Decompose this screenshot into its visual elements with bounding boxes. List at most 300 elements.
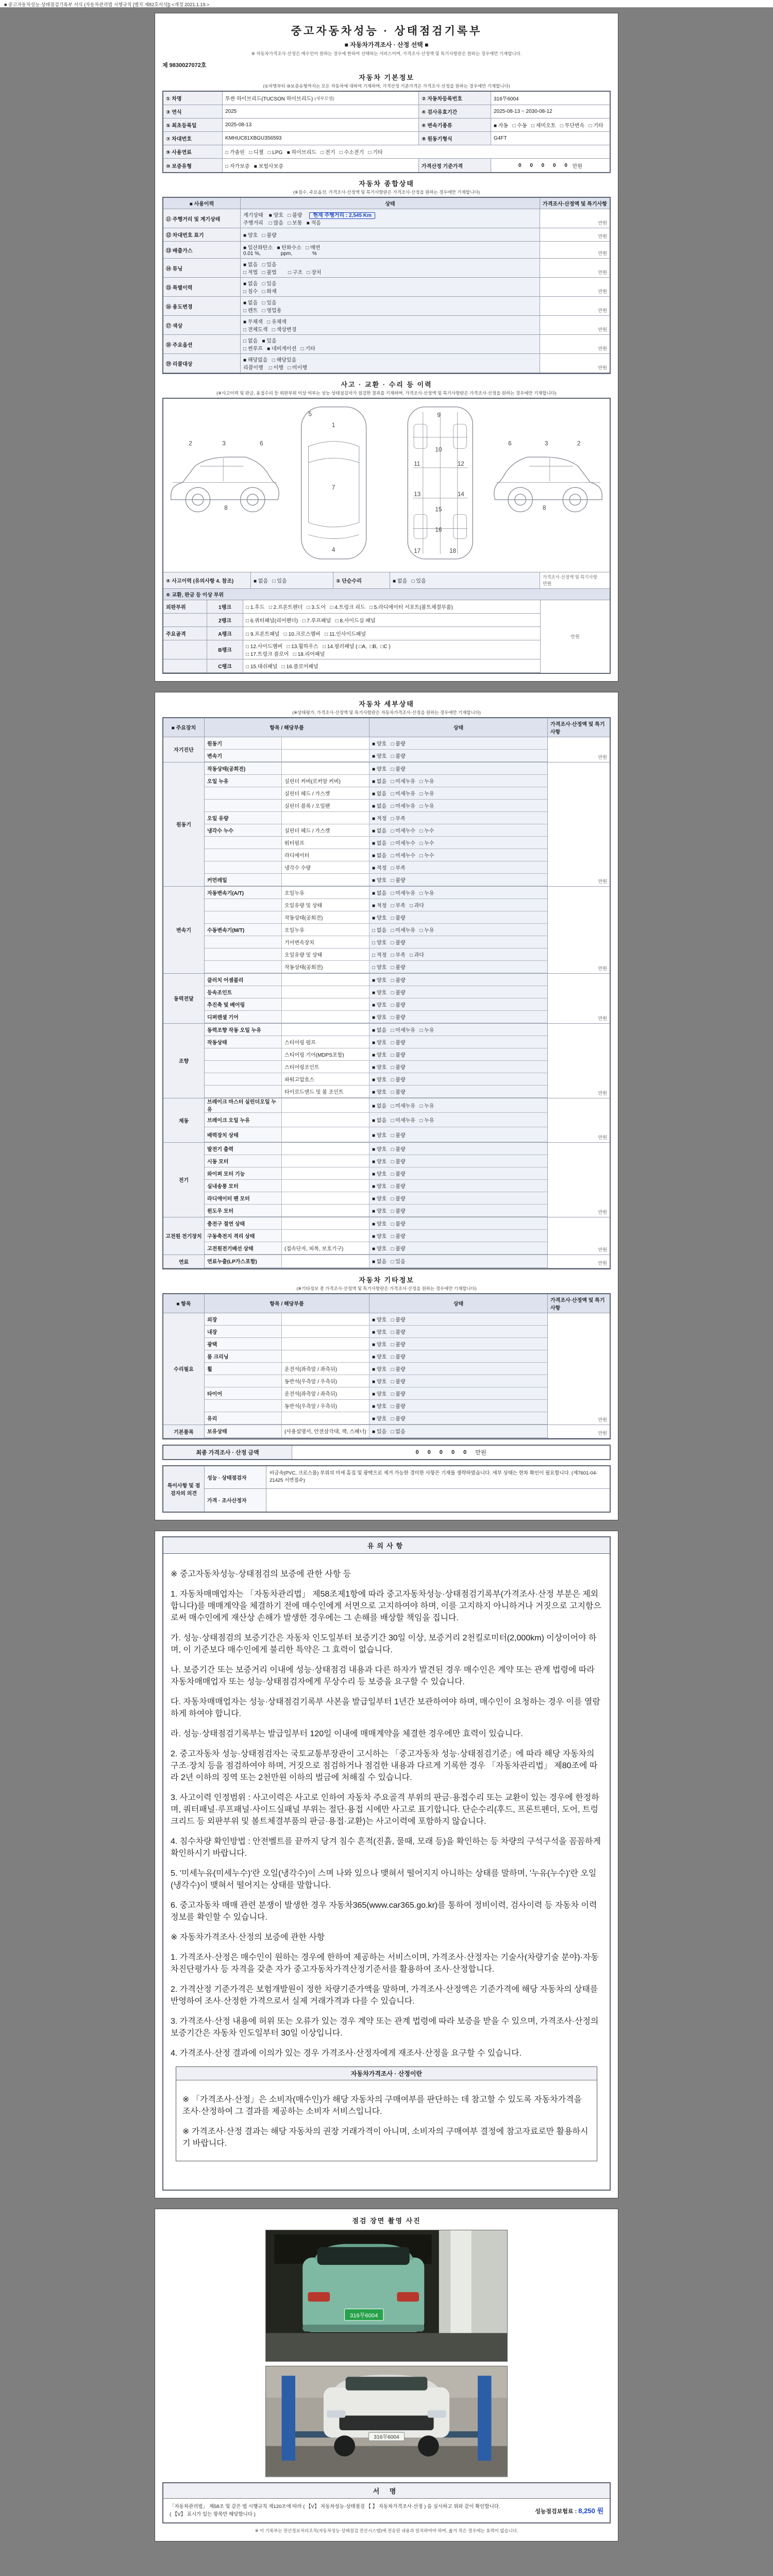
overall-row-label: ⑮ 특별이력 [163, 278, 241, 296]
header-item: 항목 / 해당부품 [205, 1294, 369, 1313]
device-item-row [205, 974, 547, 986]
device-group [163, 1255, 610, 1268]
subpart-label: 타이로드엔드 및 볼 조인트 [282, 1086, 369, 1097]
simple-repair-checkboxes[interactable]: ■ 없음 □ 있음 [390, 572, 540, 588]
status-checkboxes[interactable]: ■ 양호 □ 불량 [369, 1230, 547, 1242]
notice-paragraph: 6. 중고자동차 매매 관련 분쟁이 발생한 경우 자동차365(www.car365.go.kr)를 통하여 정비이력, 검사이력 등 자동차 이력정보를 확인할 수 있습니다. [171, 1901, 597, 1922]
reg-no-value: 316무6004 [491, 92, 610, 105]
subpart-label: 동반석(우측앞 / 우측뒤) [282, 1400, 369, 1412]
definition-line: ※ 가격조사·산정 결과는 해당 자동차의 권장 거래가격이 아니며, 소비자의 구매여부 결정에 참고자료로만 활용하시기 바랍니다. [182, 2127, 589, 2148]
subpart-label [282, 1205, 369, 1216]
item-label [205, 961, 282, 973]
overall-row [163, 209, 610, 228]
status-checkboxes[interactable]: ■ 없음 □ 미세누유 □ 누유 [369, 1098, 547, 1112]
notice-box [162, 1536, 611, 2191]
car-name: 투싼 하이브리드(TUCSON 하이브리드) [225, 96, 313, 102]
status-checkboxes[interactable]: □ 없음 □ 미세누유 □ 누유 [369, 924, 547, 936]
panel-part-checkboxes[interactable] [243, 614, 540, 626]
overall-status-checkboxes[interactable] [241, 228, 540, 241]
item-label: 구동축전지 격리 상태 [205, 1230, 282, 1242]
valid-label: ④ 검사유효기간 [419, 105, 491, 118]
etc-item-row [205, 1363, 547, 1375]
device-name: 제동 [163, 1098, 205, 1142]
rear-license-plate: 316무6004 [350, 2312, 378, 2319]
subpart-label [282, 1217, 369, 1229]
device-rows [205, 1024, 548, 1098]
item-label: 자동변속기(A/T) [205, 887, 282, 899]
subpart-label [282, 737, 369, 749]
price-cell: 만원 [598, 270, 607, 275]
device-item-row [205, 1061, 547, 1073]
subpart-label [282, 1098, 369, 1112]
status-checkboxes[interactable]: ■ 없음 □ 미세누유 □ 누유 [369, 887, 547, 899]
status-checkboxes[interactable]: ■ 없음 □ 미세누유 □ 누유 [369, 1113, 547, 1127]
group-price-cell: 만원 [598, 1430, 607, 1436]
device-name: 원동기 [163, 762, 205, 886]
table-header-row [163, 718, 610, 737]
device-name: 동력전달 [163, 974, 205, 1023]
subpart-label: 냉각수 수량 [282, 861, 369, 873]
signature-statement[interactable] [170, 2503, 529, 2518]
device-item-row [205, 1127, 547, 1142]
status-checkboxes[interactable]: ■ 있음 □ 없음 [369, 1425, 547, 1437]
form-reference: ■ 중고자동차성능·상태점검기록부 서식 (자동차관리법 시행규칙 [별지 제82호서식]) <개정 2021.1.19.> [0, 0, 773, 8]
overall-row [163, 242, 610, 259]
fuel-checkboxes[interactable]: □ 가솔린 □ 디젤 □ LPG ■ 하이브리드 □ 전기 □ 수소전기 □ 기타 [223, 145, 610, 158]
subpart-label: 오일누유 [282, 887, 369, 899]
status-checkboxes[interactable]: ■ 양호 □ 불량 [369, 1412, 547, 1424]
signature-line-2: ( 【V】 표시가 있는 항목만 해당합니다 ) [170, 2511, 256, 2517]
overall-status-checkboxes[interactable] [241, 297, 540, 315]
status-checkboxes[interactable]: ■ 양호 □ 불량 [369, 1048, 547, 1060]
panel-part-checkboxes[interactable] [243, 627, 540, 640]
panel-part-checkboxes[interactable] [243, 640, 540, 659]
notice-title: 유의사항 [163, 1537, 610, 1554]
item-label: 고전원전기배선 상태 [205, 1242, 282, 1254]
header-status: 상태 [369, 1294, 548, 1313]
inspection-photo-front [265, 2366, 508, 2477]
inspector-opinion-table [162, 1465, 611, 1513]
status-checkboxes[interactable]: ■ 양호 □ 불량 [369, 1326, 547, 1337]
item-label [205, 1086, 282, 1097]
status-checkboxes[interactable]: ■ 적정 □ 부족 [369, 861, 547, 873]
subpart-label: 워터펌프 [282, 837, 369, 849]
subpart-label [282, 1024, 369, 1036]
device-item-row [205, 874, 547, 886]
simple-repair-label: ⑤ 단순수리 [333, 572, 390, 588]
signature-box [162, 2482, 611, 2523]
vin-label: ⑦ 차대번호 [163, 132, 223, 145]
status-checkboxes[interactable]: ■ 양호 □ 불량 [369, 1205, 547, 1216]
price-unit: 만원 [543, 581, 552, 586]
item-label [205, 899, 282, 911]
notice-paragraph: 3. 가격조사·산정 내용에 허위 또는 오류가 있는 경우 계약 또는 관계 법령에 따라 보증을 받을 수 있으며, 가격조사·산정의 보증기간은 자동차 인도일부터 30일 이상입니다. [171, 2016, 599, 2038]
overall-status-checkboxes[interactable] [241, 335, 540, 353]
subpart-label: 실린더 헤드 / 가스켓 [282, 824, 369, 836]
svg-text:5: 5 [308, 410, 312, 418]
subpart-label [282, 1338, 369, 1350]
parts-line-2: □ 17.트렁크 플로어 □ 18.리어패널 [246, 651, 325, 657]
item-label: 외장 [205, 1313, 282, 1325]
device-item-row [205, 1205, 547, 1217]
overall-row-label: ⑱ 주요옵션 [163, 335, 241, 353]
status-checkboxes[interactable]: ■ 양호 □ 불량 [369, 1011, 547, 1023]
signature-row [163, 2499, 610, 2522]
section-note-detail: (※상태평가, 가격조사·산정액 및 특기사항란은 자동차가격조사·산정을 원하는 경우에만 기재합니다) [292, 709, 481, 715]
status-checkboxes[interactable]: ■ 양호 □ 불량 [369, 737, 547, 749]
overall-row [163, 278, 610, 297]
subpart-label [282, 1412, 369, 1424]
price-cell: 만원 [598, 308, 607, 313]
status-checkboxes[interactable]: □ 양호 □ 불량 [369, 961, 547, 973]
notice-paragraph: 다. 자동차매매업자는 성능·상태점검기록부 사본을 발급일부터 1년간 보관하여야 하며, 매수인이 요청하는 경우 이를 열람하게 하여야 합니다. [171, 1697, 600, 1718]
device-item-row [205, 1086, 547, 1098]
status-checkboxes[interactable]: ■ 양호 □ 불량 [369, 974, 547, 986]
item-label: 클러치 어셈블리 [205, 974, 282, 986]
etc-group-name: 기본품목 [163, 1425, 205, 1438]
device-group [163, 1024, 610, 1098]
premium-value: 8,250 원 [578, 2507, 603, 2515]
status-checkboxes[interactable]: ■ 양호 □ 불량 [369, 986, 547, 998]
subpart-label [282, 1011, 369, 1023]
subpart-label [282, 750, 369, 761]
svg-text:12: 12 [457, 460, 464, 467]
car-name-label: ① 차명 [163, 92, 223, 105]
status-checkboxes[interactable]: □ 양호 □ 불량 [369, 936, 547, 948]
transmission-checkboxes[interactable]: ■ 자동 □ 수동 □ 세미오토 □ 무단변속 □ 기타 [491, 118, 610, 131]
status-line-2: 0.01 %, ppm, % [243, 251, 317, 257]
table-row [163, 159, 610, 172]
subpart-label: 파워고압호스 [282, 1073, 369, 1085]
status-checkboxes[interactable]: ■ 없음 □ 미세누유 □ 누유 [369, 1024, 547, 1036]
status-checkboxes[interactable]: ■ 없음 □ 미세누유 □ 누유 [369, 800, 547, 811]
header-usage: ■ 사용이력 [163, 198, 241, 209]
status-line-2: □ 전체도색 □ 색상변경 [243, 327, 297, 333]
inspection-premium [529, 2505, 603, 2515]
panel-region-label: 외판부위 [163, 600, 207, 613]
table-row [163, 92, 610, 105]
current-mileage: 현재 주행거리 : 2,545 Km [309, 212, 375, 219]
item-label: 브레이크 오일 누유 [205, 1113, 282, 1127]
status-checkboxes[interactable]: ■ 양호 □ 불량 [369, 1127, 547, 1141]
notice-paragraph: 2. 중고자동차 성능·상태점검자는 국토교통부장관이 고시하는 「중고자동차 성능·상태점검기준」에 따라 해당 자동차의 구조·장치 등을 점검하여야 하며, 거짓으로 점검하거나 점검한 내용과 다르게 기록한 경우 「자동차관리법」 제80조에 따라 2년 이하의 징역 또는 2천만원 이하의 벌금에 처해질 수 있습니다. [171, 1749, 598, 1782]
svg-text:4: 4 [331, 546, 335, 554]
price-cell: 만원 [598, 327, 607, 332]
status-checkboxes[interactable]: ■ 양호 □ 불량 [369, 1313, 547, 1325]
base-price-unit: 만원 [572, 163, 583, 170]
bottom-footnote: ※ 이 기록부는 전산정보처리조직(자동차성능·상태점검 전산시스템)에 전송된 내용과 일치하여야 하며, 옮겨 적은 경우에는 효력이 없습니다. [255, 2528, 518, 2534]
device-item-row [205, 812, 547, 824]
status-checkboxes[interactable]: ■ 양호 □ 불량 [369, 1338, 547, 1350]
table-row [163, 132, 610, 145]
device-rows [205, 1143, 548, 1217]
accident-history-label: ④ 사고이력 (유의사항 4. 참조) [163, 572, 251, 588]
section-note-overall: (※침수, 주요옵션, 가격조사·산정액 및 특기사항란은 가격조사·산정을 원하는 경우에만 기재합니다) [293, 190, 480, 195]
header-status: 상태 [369, 718, 548, 737]
photo-front-view [266, 2366, 507, 2477]
item-label [205, 837, 282, 849]
opinion-row-inspector [205, 1466, 610, 1489]
base-price-digits: 0 0 0 0 0 [518, 162, 571, 168]
device-item-row [205, 1048, 547, 1061]
item-label: 등속조인트 [205, 986, 282, 998]
overall-row-label: ⑭ 튜닝 [163, 259, 241, 277]
exchange-title-row [163, 589, 610, 600]
notice-paragraph: 4. 가격조사·산정 결과에 이의가 있는 경우 가격조사·산정자에게 재조사·산정을 요구할 수 있습니다. [171, 2048, 522, 2058]
valid-value: 2025-08-13 ~ 2030-08-12 [491, 105, 610, 118]
item-label: 오일 유량 [205, 812, 282, 824]
item-label: 수동변속기(M/T) [205, 924, 282, 936]
price-cell: 만원 [598, 221, 607, 226]
overall-row-label: ⑪ 주행거리 및 계기상태 [163, 209, 241, 228]
device-item-row [205, 1167, 547, 1180]
item-label [205, 936, 282, 948]
status-checkboxes[interactable]: ■ 양호 □ 불량 [369, 911, 547, 923]
svg-text:10: 10 [435, 446, 442, 453]
header-device: ■ 항목 [163, 1294, 205, 1313]
status-checkboxes[interactable]: ■ 양호 □ 불량 [369, 1375, 547, 1387]
device-item-row [205, 787, 547, 800]
subpart-label: 기어변속장치 [282, 936, 369, 948]
device-name: 자기진단 [163, 737, 205, 762]
svg-text:6: 6 [508, 439, 512, 447]
header-item: 항목 / 해당부품 [205, 718, 369, 737]
subpart-label: 라디에이터 [282, 849, 369, 861]
device-item-row [205, 961, 547, 973]
status-checkboxes[interactable]: ■ 없음 □ 미세누수 □ 누수 [369, 837, 547, 849]
device-item-row [205, 1113, 547, 1127]
device-item-row [205, 1217, 547, 1230]
overall-status-checkboxes[interactable] [241, 259, 540, 277]
subpart-label: 실린더 헤드 / 가스켓 [282, 787, 369, 799]
exchange-row [163, 659, 540, 673]
overall-status-checkboxes[interactable] [241, 316, 540, 334]
notice-paragraph: 1. 가격조사·산정은 매수인이 원하는 경우에 한하여 제공하는 서비스이며, 가격조사·산정자는 기술사(차량기술 분야)·자동차진단평가사 등 자격을 갖춘 자가 중고자동차가격산정기준서를 활용하여 조사·산정합니다. [171, 1953, 599, 1974]
device-item-row [205, 1036, 547, 1048]
parts-line-1: □ 15.대쉬패널 □ 16.플로어패널 [246, 664, 318, 670]
status-line-2: 리콜이행 □ 이행 □ 미이행 [243, 365, 308, 371]
svg-text:6: 6 [260, 439, 263, 447]
item-label: 브레이크 마스터 실린더오일 누유 [205, 1098, 282, 1112]
basic-info-table [162, 91, 611, 173]
status-checkboxes[interactable]: ■ 양호 □ 불량 [369, 762, 547, 774]
inspection-photo-rear [265, 2230, 508, 2362]
rank-label: B랭크 [207, 640, 243, 659]
status-checkboxes[interactable]: ■ 양호 □ 불량 [369, 1061, 547, 1073]
status-line-2: □ 썬루프 ■ 네비게이션 □ 기타 [243, 346, 315, 352]
accident-price-cell [540, 572, 610, 588]
exchange-title: ⑥ 교환, 판금 등 이상 부위 [166, 592, 224, 598]
table-header-row [163, 198, 610, 209]
device-name: 전기 [163, 1143, 205, 1217]
subpart-label: 운전석(좌측앞 / 좌측뒤) [282, 1387, 369, 1399]
status-checkboxes[interactable]: ■ 양호 □ 불량 [369, 1086, 547, 1097]
exchange-price-cell: 만원 [540, 600, 610, 673]
device-item-row [205, 1098, 547, 1113]
status-checkboxes[interactable]: ■ 양호 □ 불량 [369, 1242, 547, 1254]
document-subnote: ※ 자동차가격조사·산정은 매수인이 원하는 경우에 한하여 선택하는 서비스이며, 가격조사·산정액 및 특기사항란은 원하는 경우에만 기재합니다. [251, 51, 522, 56]
overall-status-checkboxes[interactable] [241, 354, 540, 372]
section-title-detail: 자동차 세부상태 [359, 700, 414, 708]
accident-history-checkboxes[interactable]: ■ 없음 □ 있음 [251, 572, 333, 588]
status-checkboxes[interactable]: ■ 양호 □ 불량 [369, 998, 547, 1010]
svg-text:1: 1 [331, 421, 335, 429]
overall-status-checkboxes[interactable] [241, 278, 540, 296]
device-group [163, 1098, 610, 1143]
etc-group [163, 1425, 610, 1438]
exchange-row [163, 640, 540, 659]
item-label: 와이퍼 모터 기능 [205, 1167, 282, 1179]
sheet-basic-info [155, 13, 618, 682]
table-row [163, 145, 610, 159]
subpart-label [282, 1155, 369, 1167]
final-price-value [292, 1446, 610, 1459]
status-checkboxes[interactable]: ■ 양호 □ 불량 [369, 750, 547, 761]
etc-item-row [205, 1326, 547, 1338]
status-checkboxes[interactable]: ■ 적정 □ 부족 [369, 812, 547, 824]
status-line-2: □ 렌트 □ 영업용 [243, 308, 282, 314]
status-checkboxes[interactable]: ■ 양호 □ 불량 [369, 1350, 547, 1362]
status-checkboxes[interactable]: ■ 없음 □ 있음 [369, 1255, 547, 1267]
subpart-label: 작동상태(공회전) [282, 911, 369, 923]
status-checkboxes[interactable]: ■ 없음 □ 미세누유 □ 누유 [369, 775, 547, 787]
definition-box-body [176, 2080, 597, 2161]
first-reg-label: ⑤ 최초등록일 [163, 118, 223, 131]
item-label: 윈도우 모터 [205, 1205, 282, 1216]
panel-region-label [163, 614, 207, 626]
svg-text:2: 2 [577, 439, 581, 447]
appraiser-label: 가격 · 조사산정자 [205, 1489, 266, 1512]
item-label [205, 911, 282, 923]
document-background [0, 8, 773, 2565]
inspector-label: 성능 · 상태점검자 [205, 1466, 266, 1488]
device-item-row [205, 1073, 547, 1086]
device-item-row [205, 899, 547, 911]
status-checkboxes[interactable]: ■ 양호 □ 불량 [369, 1036, 547, 1048]
device-rows [205, 1255, 548, 1268]
status-checkboxes[interactable]: ■ 적정 □ 부족 □ 과다 [369, 899, 547, 911]
status-checkboxes[interactable]: ■ 양호 □ 불량 [369, 874, 547, 886]
accident-history-table [162, 398, 611, 674]
car-name-value [223, 92, 419, 105]
subpart-label: 실린더 블록 / 오일팬 [282, 800, 369, 811]
device-rows [205, 887, 548, 973]
subpart-label [282, 1350, 369, 1362]
exchange-rows [163, 600, 540, 673]
item-label [205, 800, 282, 811]
status-checkboxes[interactable]: ■ 없음 □ 미세누유 □ 누유 [369, 787, 547, 799]
detail-condition-table [162, 717, 611, 1269]
device-group [163, 887, 610, 974]
overall-row [163, 335, 610, 354]
header-price: 가격조사·산정액 및 특기사항 [550, 721, 605, 735]
etc-item-row [205, 1387, 547, 1400]
panel-part-checkboxes[interactable] [243, 659, 540, 672]
etc-item-row [205, 1400, 547, 1412]
item-label: 오일 누유 [205, 775, 282, 787]
engine-type-label: ⑧ 원동기형식 [419, 132, 491, 145]
status-checkboxes[interactable]: ■ 양호 □ 불량 [369, 1073, 547, 1085]
group-price-cell: 만원 [598, 1260, 607, 1266]
svg-text:11: 11 [414, 460, 421, 467]
status-checkboxes[interactable]: ■ 양호 □ 불량 [369, 1387, 547, 1399]
subpart-label: 스티어링 펌프 [282, 1036, 369, 1048]
device-rows [205, 737, 548, 762]
device-name: 조향 [163, 1024, 205, 1098]
device-item-row [205, 800, 547, 812]
year-label: ③ 연식 [163, 105, 223, 118]
group-price-cell: 만원 [598, 1209, 607, 1215]
notice-paragraph: 1. 자동차매매업자는 「자동차관리법」 제58조제1항에 따라 중고자동차성능·상태점검기록부(가격조사·산정 부분은 제외합니다)를 매매계약을 체결하기 전에 매수인에게 서면으로 고지하여야 하며, 이를 고지하지 아니하거나 거짓으로 고지함으로써 매수인에게 재산상 손해가 발생한 경우에는 그 손해를 배상할 책임을 집니다. [171, 1589, 601, 1622]
group-price-cell: 만원 [598, 1134, 607, 1140]
table-row [163, 105, 610, 118]
overall-row-label: ⑯ 용도변경 [163, 297, 241, 315]
subpart-label [282, 1313, 369, 1325]
device-item-row [205, 861, 547, 874]
status-checkboxes[interactable]: ■ 양호 □ 불량 [369, 1217, 547, 1229]
rank-label: C랭크 [207, 659, 243, 672]
item-label: 광택 [205, 1338, 282, 1350]
overall-row [163, 259, 610, 278]
device-rows [205, 974, 548, 1023]
overall-row [163, 354, 610, 373]
status-checkboxes[interactable]: ■ 양호 □ 불량 [369, 1143, 547, 1155]
status-checkboxes[interactable]: ■ 양호 □ 불량 [369, 1400, 547, 1412]
warranty-checkboxes[interactable]: □ 자가보증 ■ 보험사보증 [223, 159, 419, 172]
subpart-label: (사용설명서, 안전삼각대, 잭, 스패너) [282, 1425, 369, 1437]
status-checkboxes[interactable]: □ 적정 □ 부족 □ 과다 [369, 948, 547, 960]
status-checkboxes[interactable]: ■ 양호 □ 불량 [369, 1363, 547, 1375]
etc-item-row [205, 1425, 547, 1438]
device-item-row [205, 1192, 547, 1205]
status-line-1: ■ 없음 □ 있음 [243, 262, 277, 268]
status-line-1: □ 없음 ■ 있음 [243, 338, 277, 344]
item-label: 배력장치 상태 [205, 1127, 282, 1141]
device-item-row [205, 762, 547, 775]
status-checkboxes[interactable]: ■ 양호 □ 불량 [369, 1155, 547, 1167]
vehicle-damage-diagram [165, 401, 608, 568]
opinion-row-appraiser [205, 1489, 610, 1512]
panel-part-checkboxes[interactable] [243, 600, 540, 613]
rank-label: 1랭크 [207, 600, 243, 613]
overall-row [163, 228, 610, 242]
signature-title: 서 명 [163, 2483, 610, 2499]
subpart-label [282, 812, 369, 824]
svg-text:7: 7 [331, 484, 335, 492]
notice-paragraph: ※ 중고자동차성능·상태점검의 보증에 관한 사항 등 [171, 1569, 351, 1579]
etc-group-name: 수리필요 [163, 1313, 205, 1425]
status-checkboxes[interactable]: ■ 양호 □ 불량 [369, 1180, 547, 1192]
header-status: 상태 [241, 198, 540, 209]
price-cell: 만원 [598, 289, 607, 294]
status-checkboxes[interactable]: ■ 양호 □ 불량 [369, 1192, 547, 1204]
status-checkboxes[interactable]: ■ 없음 □ 미세누수 □ 누수 [369, 824, 547, 836]
status-checkboxes[interactable]: ■ 양호 □ 불량 [369, 1167, 547, 1179]
parts-line-1: □ 1.후드 □ 2.프론트펜더 □ 3.도어 □ 4.트렁크 리드 □ 5.라디에이터 서포트(볼트체결부품) [246, 604, 453, 611]
status-checkboxes[interactable]: ■ 없음 □ 미세누수 □ 누수 [369, 849, 547, 861]
item-label [205, 1061, 282, 1073]
item-label: 작동상태(공회전) [205, 762, 282, 774]
overall-status-checkboxes[interactable] [241, 242, 540, 258]
overall-status-checkboxes[interactable] [241, 209, 540, 228]
section-note-accident: (※사고이력 및 판금, 용접수리 등 외판부위 이상 여부는 성능·상태점검자가 점검한 결과를 기재하며, 가격조사·산정액 및 특기사항란은 가격조사·산정을 원하는 경우에만 기재합니다) [216, 391, 557, 396]
subpart-label [282, 974, 369, 986]
vin-value: KMHUC81XBGU356593 [223, 132, 419, 145]
reg-no-label: ② 자동차등록번호 [419, 92, 491, 105]
overall-row [163, 316, 610, 335]
group-price-cell: 만원 [598, 1015, 607, 1021]
item-label [205, 1048, 282, 1060]
